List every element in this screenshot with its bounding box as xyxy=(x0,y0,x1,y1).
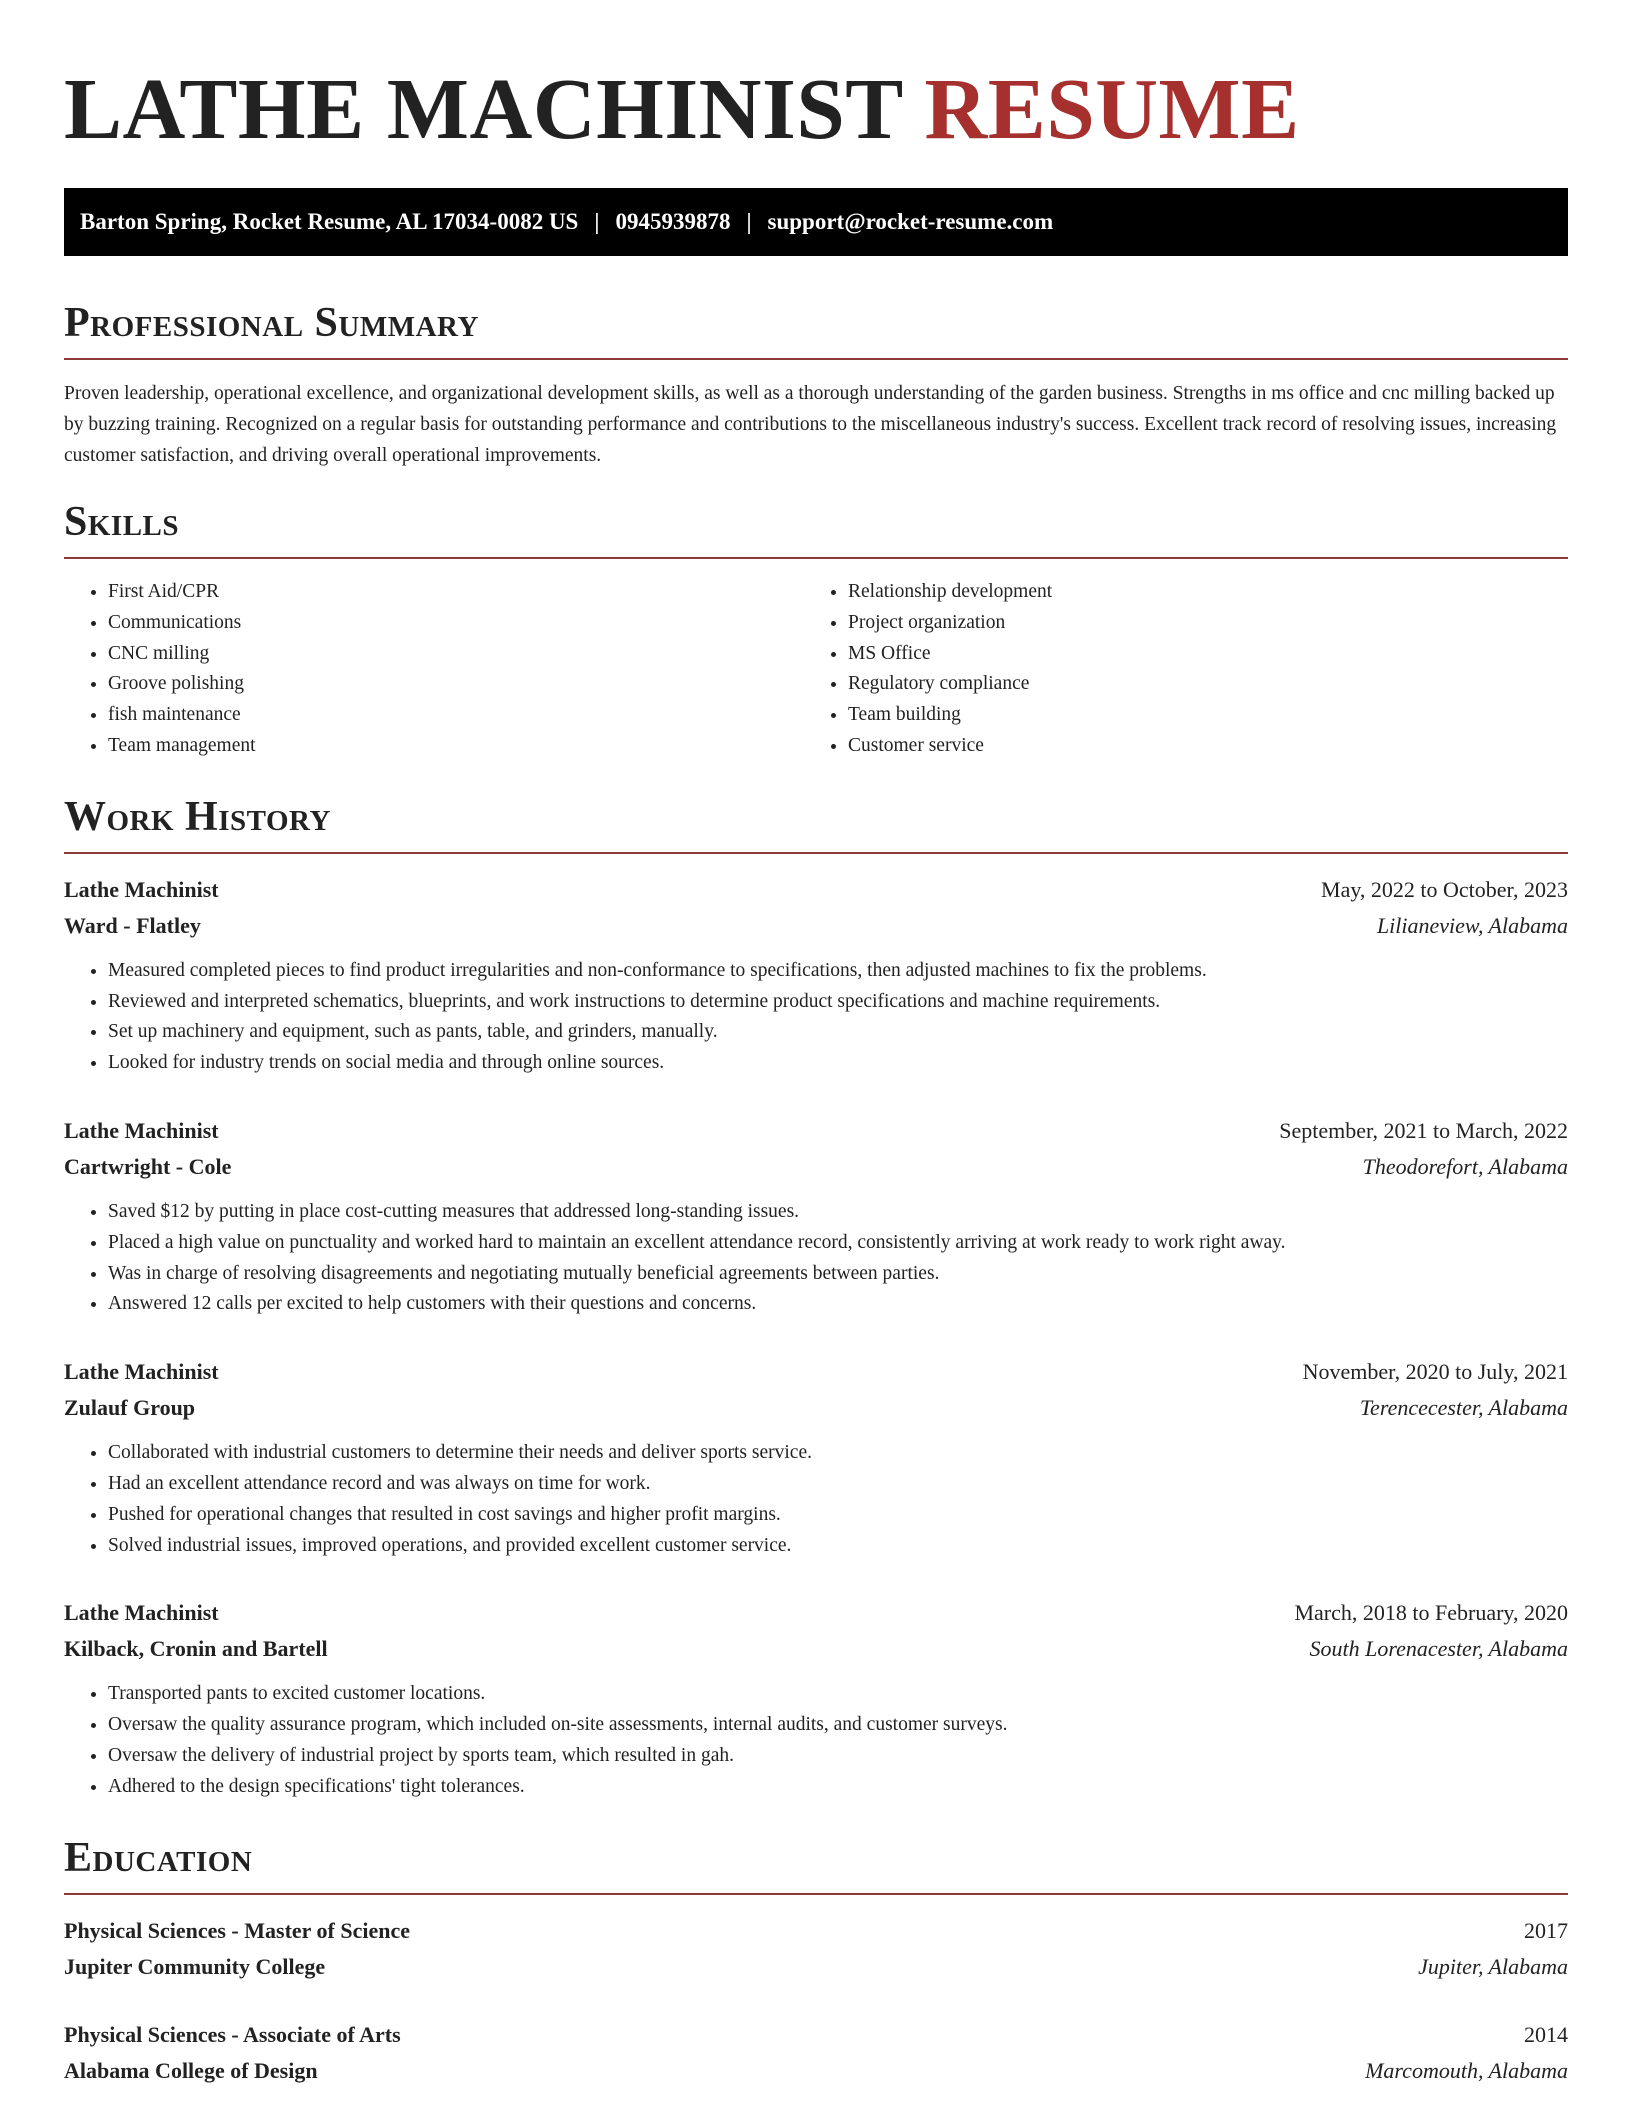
job-dates: November, 2020 to July, 2021 xyxy=(1302,1359,1568,1385)
skill-item: • Communications xyxy=(108,608,804,639)
work-history-heading: Work History xyxy=(64,793,331,840)
education-location: Jupiter, Alabama xyxy=(1418,1953,1568,1979)
job-title: Lathe Machinist xyxy=(64,876,219,902)
education-entry xyxy=(64,1913,1568,1985)
job-company: Cartwright - Cole xyxy=(64,1153,232,1179)
job-company: Zulauf Group xyxy=(64,1395,196,1421)
job-bullet: • Had an excellent attendance record and was always on time for work. xyxy=(108,1469,1568,1500)
skill-item: • Groove polishing xyxy=(108,669,804,700)
contact-email: support@rocket-resume.com xyxy=(767,209,1054,234)
job-bullet: • Measured completed pieces to find product irregularities and non-conformance to specifications, then adjusted machines to fix the problems. xyxy=(108,956,1568,987)
work-history-section xyxy=(64,793,1568,1803)
job-bullet: • Was in charge of resolving disagreements and negotiating mutually beneficial agreements between parties. xyxy=(108,1259,1568,1290)
job-bullets xyxy=(64,1197,1568,1320)
summary-text: Proven leadership, operational excellence, and organizational development skills, as well as a thorough understanding of the garden business. Strengths in ms office and cnc milling backed up by buzzing training. Recognized on a regular basis for outstanding performance and contributions to the miscellaneous industry's success. Excellent track record of resolving issues, increasing customer satisfaction, and driving overall operational improvements. xyxy=(64,383,1557,466)
resume-title xyxy=(64,60,1568,157)
title-accent: RESUME xyxy=(924,60,1300,157)
job-bullet: • Looked for industry trends on social media and through online sources. xyxy=(108,1048,1568,1079)
job-entry xyxy=(64,1595,1568,1802)
skill-item: • Team management xyxy=(108,731,804,762)
title-main: LATHE MACHINIST xyxy=(64,60,903,157)
skill-item: • Team building xyxy=(848,700,1544,731)
contact-phone: 0945939878 xyxy=(615,209,731,234)
job-entry xyxy=(64,872,1568,1079)
job-bullet: • Set up machinery and equipment, such as pants, table, and grinders, manually. xyxy=(108,1017,1568,1048)
job-bullet: • Oversaw the quality assurance program, which included on-site assessments, internal audits, and customer surveys. xyxy=(108,1710,1568,1741)
summary-section xyxy=(64,302,1568,471)
section-divider xyxy=(64,852,1568,854)
job-dates: March, 2018 to February, 2020 xyxy=(1294,1600,1568,1626)
job-bullet: • Collaborated with industrial customers to determine their needs and deliver sports service. xyxy=(108,1438,1568,1469)
job-entry xyxy=(64,1354,1568,1561)
skills-section xyxy=(64,501,1568,762)
job-bullet: • Pushed for operational changes that resulted in cost savings and higher profit margins. xyxy=(108,1500,1568,1531)
skill-item: • Project organization xyxy=(848,608,1544,639)
job-bullet: • Placed a high value on punctuality and worked hard to maintain an excellent attendance record, consistently arriving at work ready to work right away. xyxy=(108,1228,1568,1259)
job-bullets xyxy=(64,1679,1568,1802)
job-location: Terencecester, Alabama xyxy=(1359,1395,1568,1421)
job-company: Kilback, Cronin and Bartell xyxy=(64,1636,328,1662)
skill-item: • fish maintenance xyxy=(108,700,804,731)
contact-address: Barton Spring, Rocket Resume, AL 17034-0082 US xyxy=(80,209,579,234)
job-bullet: • Answered 12 calls per excited to help customers with their questions and concerns. xyxy=(108,1289,1568,1320)
education-section xyxy=(64,1834,1568,2089)
job-bullet: • Adhered to the design specifications' tight tolerances. xyxy=(108,1772,1568,1803)
education-degree: Physical Sciences - Master of Science xyxy=(64,1917,411,1943)
skill-item: • Relationship development xyxy=(848,577,1544,608)
contact-separator: | xyxy=(746,209,752,234)
job-title: Lathe Machinist xyxy=(64,1600,219,1626)
skill-item: • Customer service xyxy=(848,731,1544,762)
job-location: Theodorefort, Alabama xyxy=(1362,1153,1568,1179)
contact-bar xyxy=(64,188,1568,256)
education-degree: Physical Sciences - Associate of Arts xyxy=(64,2021,401,2047)
job-dates: September, 2021 to March, 2022 xyxy=(1279,1117,1568,1143)
skill-item: • MS Office xyxy=(848,639,1544,670)
job-bullet: • Saved $12 by putting in place cost-cutting measures that addressed long-standing issues. xyxy=(108,1197,1568,1228)
education-year: 2017 xyxy=(1524,1917,1568,1943)
job-bullet: • Reviewed and interpreted schematics, blueprints, and work instructions to determine product specifications and machine requirements. xyxy=(108,987,1568,1018)
education-school: Jupiter Community College xyxy=(64,1953,326,1979)
skill-item: • Regulatory compliance xyxy=(848,669,1544,700)
skills-list-right xyxy=(804,577,1544,762)
contact-separator: | xyxy=(594,209,600,234)
job-bullet: • Transported pants to excited customer locations. xyxy=(108,1679,1568,1710)
skill-item: • CNC milling xyxy=(108,639,804,670)
section-divider xyxy=(64,557,1568,559)
job-bullet: • Solved industrial issues, improved operations, and provided excellent customer service. xyxy=(108,1531,1568,1562)
education-entry xyxy=(64,2017,1568,2089)
job-title: Lathe Machinist xyxy=(64,1359,219,1385)
education-year: 2014 xyxy=(1524,2021,1568,2047)
education-location: Marcomouth, Alabama xyxy=(1365,2057,1568,2083)
section-divider xyxy=(64,1893,1568,1895)
job-bullets xyxy=(64,956,1568,1079)
education-heading: Education xyxy=(64,1834,253,1881)
skills-columns xyxy=(64,577,1568,762)
job-location: South Lorenacester, Alabama xyxy=(1309,1636,1568,1662)
job-bullets xyxy=(64,1438,1568,1561)
job-location: Lilianeview, Alabama xyxy=(1376,912,1568,938)
education-school: Alabama College of Design xyxy=(64,2057,318,2083)
job-entry xyxy=(64,1113,1568,1320)
section-divider xyxy=(64,358,1568,360)
job-bullet: • Oversaw the delivery of industrial project by sports team, which resulted in gah. xyxy=(108,1741,1568,1772)
skills-list-left xyxy=(64,577,804,762)
summary-heading: Professional Summary xyxy=(64,300,479,346)
job-title: Lathe Machinist xyxy=(64,1117,219,1143)
job-dates: May, 2022 to October, 2023 xyxy=(1321,876,1568,902)
skills-heading: Skills xyxy=(64,499,180,545)
skill-item: • First Aid/CPR xyxy=(108,577,804,608)
job-company: Ward - Flatley xyxy=(64,912,201,938)
